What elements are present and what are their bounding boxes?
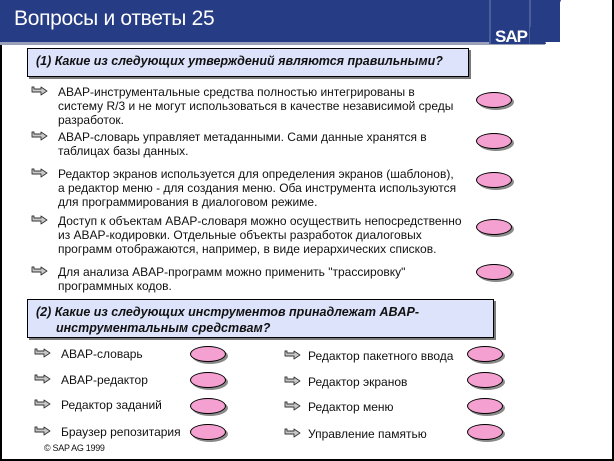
statement-text bbox=[58, 265, 405, 293]
statement-line: программных кодов. bbox=[58, 279, 172, 293]
statement-text bbox=[58, 130, 427, 158]
question-1-box bbox=[27, 48, 469, 77]
answer-oval-q1-5[interactable] bbox=[476, 264, 512, 280]
statement-line: программ отображаются, например, в виде иерархических списков. bbox=[58, 242, 437, 256]
arrow-bullet-icon bbox=[34, 399, 52, 411]
answer-oval-q2-right-1[interactable] bbox=[467, 346, 503, 362]
option-label: Редактор меню bbox=[308, 400, 394, 414]
option-label: ABAP-редактор bbox=[61, 373, 148, 387]
statement-line: из ABAP-кодировки. Отдельные объекты разработок диалоговых bbox=[58, 228, 422, 242]
statement-line: для программирования в диалоговом режиме. bbox=[58, 195, 318, 209]
option-label: ABAP-словарь bbox=[61, 347, 143, 361]
question-2-box bbox=[27, 299, 494, 338]
arrow-bullet-icon bbox=[31, 131, 49, 143]
option-label: Браузер репозитария bbox=[61, 425, 181, 439]
sap-logo bbox=[489, 0, 561, 44]
answer-oval-q2-right-3[interactable] bbox=[467, 398, 503, 414]
answer-oval-q1-4[interactable] bbox=[476, 219, 512, 235]
option-label: Редактор заданий bbox=[61, 398, 162, 412]
option-label: Управление памятью bbox=[308, 427, 427, 441]
statement-line: а редактор меню - для создания меню. Оба инструмента используются bbox=[58, 181, 457, 195]
statement-line: таблицах базы данных. bbox=[58, 144, 189, 158]
arrow-bullet-icon bbox=[34, 348, 52, 360]
arrow-bullet-icon bbox=[31, 86, 49, 98]
arrow-bullet-icon bbox=[284, 350, 302, 362]
page-title: Вопросы и ответы 25 bbox=[14, 7, 215, 30]
statement-text bbox=[58, 214, 462, 256]
answer-oval-q2-right-2[interactable] bbox=[467, 372, 503, 388]
copyright-notice: © SAP AG 1999 bbox=[44, 443, 105, 453]
arrow-bullet-icon bbox=[34, 374, 52, 386]
statement-line: Доступ к объектам ABAP-словаря можно осуществить непосредственно bbox=[58, 214, 462, 228]
answer-oval-q2-left-4[interactable] bbox=[190, 424, 226, 440]
arrow-bullet-icon bbox=[31, 168, 49, 180]
statement-line: ABAP-инструментальные средства полностью интегрированы в bbox=[58, 85, 415, 99]
answer-oval-q2-right-4[interactable] bbox=[467, 424, 503, 440]
arrow-bullet-icon bbox=[34, 426, 52, 438]
arrow-bullet-icon bbox=[284, 401, 302, 413]
question-1-label: (1) Какие из следующих утверждений являются правильными? bbox=[36, 54, 443, 68]
arrow-bullet-icon bbox=[31, 215, 49, 227]
header-divider bbox=[0, 42, 545, 45]
answer-oval-q1-3[interactable] bbox=[476, 172, 512, 188]
arrow-bullet-icon bbox=[284, 428, 302, 440]
option-label: Редактор экранов bbox=[308, 375, 408, 389]
answer-oval-q2-left-3[interactable] bbox=[190, 398, 226, 414]
question-2-label-line1: (2) Какие из следующих инструментов принадлежат ABAP- bbox=[36, 305, 420, 319]
statement-line: Редактор экранов используется для определения экранов (шаблонов), bbox=[58, 167, 454, 181]
answer-oval-q1-2[interactable] bbox=[476, 133, 512, 149]
answer-oval-q2-left-1[interactable] bbox=[190, 346, 226, 362]
statement-line: Для анализа ABAP-программ можно применить "трассировку" bbox=[58, 265, 406, 279]
arrow-bullet-icon bbox=[284, 376, 302, 388]
statement-line: ABAP-словарь управляет метаданными. Сами данные хранятся в bbox=[58, 130, 427, 144]
arrow-bullet-icon bbox=[31, 266, 49, 278]
question-2-label-line2: инструментальным средствам? bbox=[56, 321, 271, 335]
option-label: Редактор пакетного ввода bbox=[308, 349, 454, 363]
statement-line: систему R/3 и не могут использоваться в качестве независимой среды bbox=[58, 99, 454, 113]
svg-text:SAP: SAP bbox=[495, 27, 527, 44]
statement-line: разработок. bbox=[58, 113, 124, 127]
statement-text bbox=[58, 167, 456, 209]
answer-oval-q1-1[interactable] bbox=[476, 92, 512, 108]
statement-text bbox=[58, 85, 453, 127]
answer-oval-q2-left-2[interactable] bbox=[190, 372, 226, 388]
